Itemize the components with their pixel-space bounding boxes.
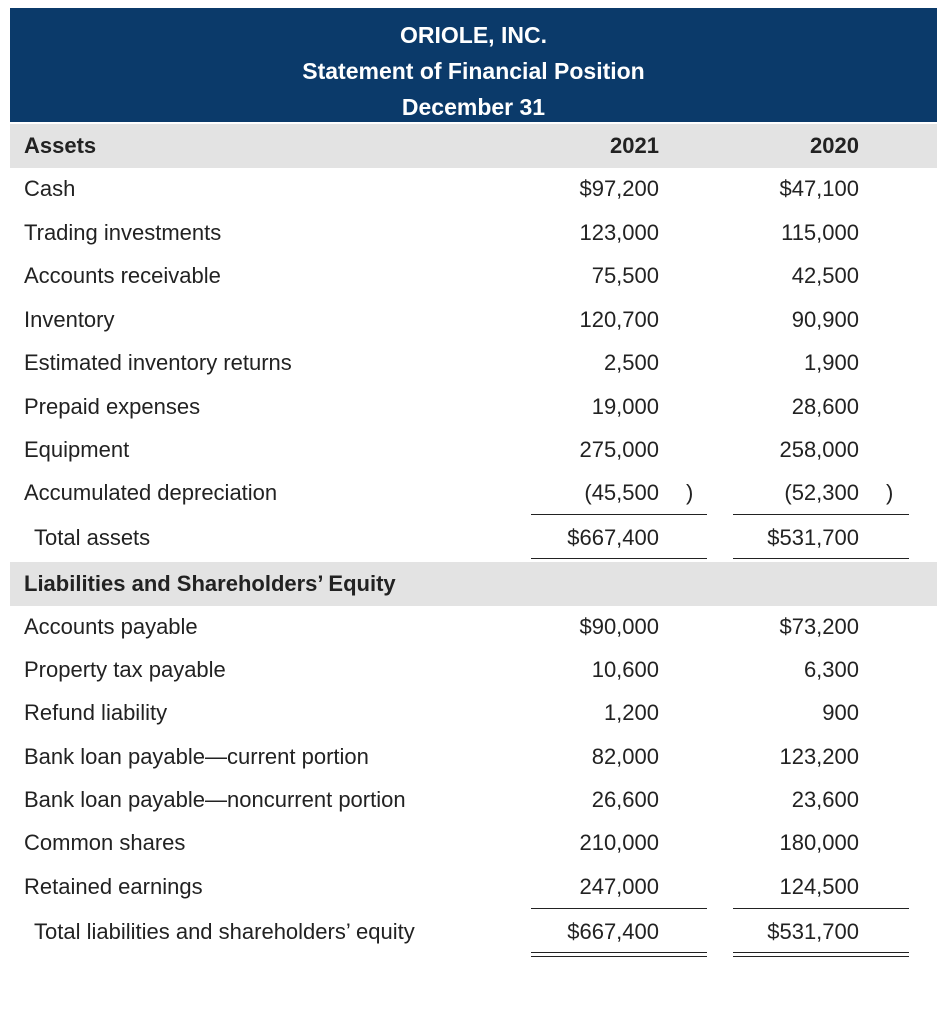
subtotal-rule [531, 908, 707, 909]
liability-row-label: Retained earnings [24, 874, 203, 899]
total-assets-2020: $531,700 [767, 525, 859, 550]
liability-row-2020: 23,600 [791, 787, 859, 812]
subtotal-rule [733, 908, 909, 909]
liability-row-label: Common shares [24, 830, 186, 855]
liability-row-2021: 10,600 [591, 657, 659, 682]
liability-row-label: Accounts payable [24, 614, 198, 639]
double-underline [733, 952, 909, 957]
asset-row-2021: 2,500 [603, 350, 659, 375]
liability-row-label: Property tax payable [24, 657, 226, 682]
liability-row-2020: 6,300 [803, 657, 859, 682]
asset-row-2020: 115,000 [781, 220, 859, 245]
asset-row-2020: (52,300 [784, 480, 859, 505]
liability-row-label: Refund liability [24, 700, 168, 725]
liability-row-2021: 26,600 [591, 787, 659, 812]
total-liabilities-label: Total liabilities and shareholders’ equity [34, 919, 415, 944]
assets-heading: Assets [24, 133, 97, 158]
subtotal-rule [531, 514, 707, 515]
year-2021-heading: 2021 [610, 133, 659, 158]
subtotal-rule [733, 514, 909, 515]
liability-row-label: Bank loan payable—noncurrent portion [24, 787, 406, 812]
liability-row-2021: 82,000 [591, 744, 659, 769]
statement-header [10, 8, 937, 122]
liability-row-2021: 210,000 [579, 830, 659, 855]
liability-row-2020: 180,000 [779, 830, 859, 855]
asset-row-label: Accounts receivable [24, 263, 221, 288]
asset-row-2021: 123,000 [579, 220, 659, 245]
asset-row-2021: 19,000 [591, 394, 659, 419]
liabilities-heading: Liabilities and Shareholders’ Equity [24, 571, 396, 596]
liability-row-2021: 247,000 [579, 874, 659, 899]
double-underline [531, 952, 707, 957]
closing-paren: ) [886, 480, 894, 505]
asset-row-label: Trading investments [24, 220, 222, 245]
asset-row-label: Prepaid expenses [24, 394, 201, 419]
total-assets-label: Total assets [34, 525, 151, 550]
statement-date: December 31 [401, 94, 546, 120]
year-2020-heading: 2020 [810, 133, 859, 158]
statement-title: Statement of Financial Position [302, 58, 645, 84]
liability-row-2020: 124,500 [779, 874, 859, 899]
liability-row-2021: $90,000 [579, 614, 659, 639]
asset-row-2020: 90,900 [791, 307, 859, 332]
liability-row-2020: 900 [822, 700, 859, 725]
asset-row-2020: 1,900 [803, 350, 859, 375]
asset-row-2020: 28,600 [791, 394, 859, 419]
asset-row-2021: (45,500 [584, 480, 659, 505]
asset-row-label: Estimated inventory returns [24, 350, 292, 375]
asset-row-label: Accumulated depreciation [24, 480, 278, 505]
closing-paren: ) [686, 480, 694, 505]
asset-row-label: Cash [24, 176, 76, 201]
liability-row-2020: 123,200 [779, 744, 859, 769]
asset-row-label: Equipment [24, 437, 130, 462]
asset-row-2021: $97,200 [579, 176, 659, 201]
liability-row-2020: $73,200 [779, 614, 859, 639]
asset-row-2020: $47,100 [779, 176, 859, 201]
asset-row-label: Inventory [24, 307, 115, 332]
asset-row-2020: 42,500 [791, 263, 859, 288]
asset-row-2020: 258,000 [779, 437, 859, 462]
total-liabilities-2020: $531,700 [767, 919, 859, 944]
total-liabilities-2021: $667,400 [567, 919, 659, 944]
assets-header-band [10, 124, 937, 168]
liability-row-2021: 1,200 [603, 700, 659, 725]
liability-row-label: Bank loan payable—current portion [24, 744, 369, 769]
asset-row-2021: 120,700 [579, 307, 659, 332]
asset-row-2021: 275,000 [579, 437, 659, 462]
company-name: ORIOLE, INC. [400, 22, 547, 48]
asset-row-2021: 75,500 [591, 263, 659, 288]
total-assets-2021: $667,400 [567, 525, 659, 550]
